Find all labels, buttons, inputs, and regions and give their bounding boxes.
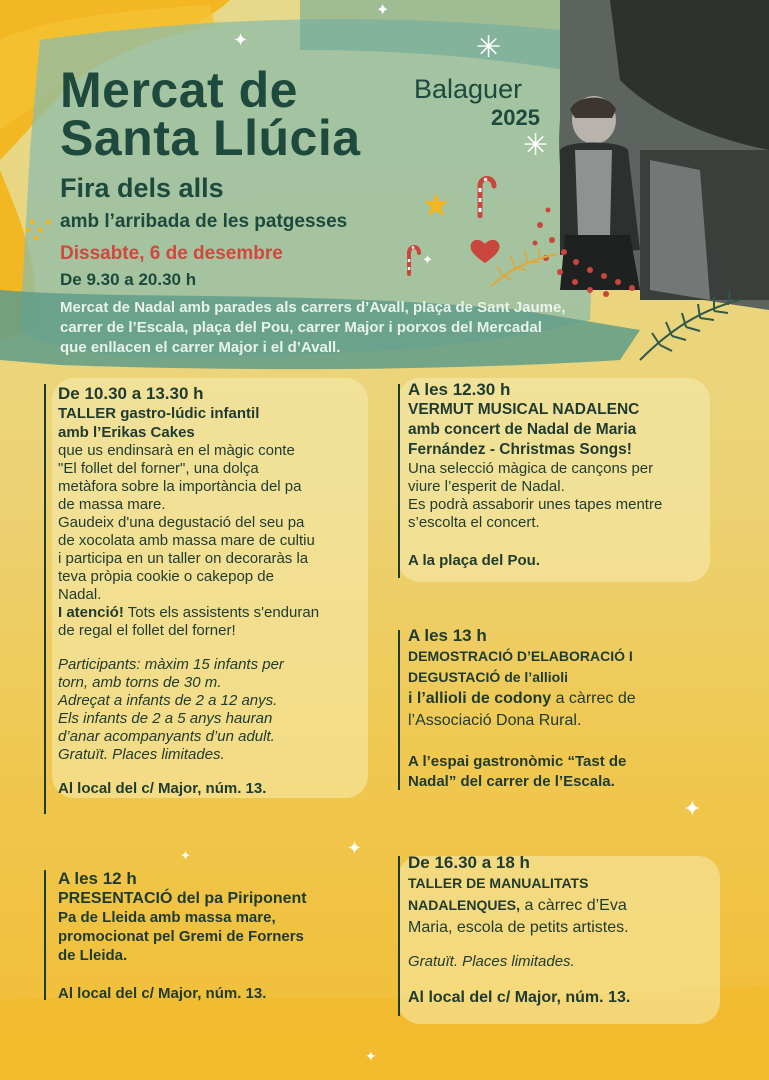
candy-cane-icon — [474, 172, 498, 218]
event-time: De 10.30 a 13.30 h — [58, 384, 204, 403]
location-line: A l’espai gastronòmic “Tast de — [408, 753, 627, 770]
description-line: que us endinsarà en el màgic conte — [58, 442, 295, 459]
description-line: Gaudeix d'una degustació del seu pa — [58, 514, 305, 531]
intro-text — [60, 298, 620, 358]
event-manualitats — [408, 853, 720, 1007]
title-line: DEMOSTRACIÓ D’ELABORACIÓ I — [408, 648, 633, 664]
note-line: d’anar acompanyants d’un adult. — [58, 728, 275, 745]
subtitle-secondary: amb l’arribada de les patgesses — [60, 211, 348, 232]
title-line: Fernández - Christmas Songs! — [408, 441, 632, 458]
sparkle-icon: ✦ — [376, 2, 390, 19]
description-line: l’Associació Dona Rural. — [408, 712, 582, 729]
event-description — [408, 894, 720, 939]
sparkle-icon: ✦ — [683, 796, 702, 821]
event-vermut — [408, 380, 718, 569]
title-line: DEGUSTACIÓ de l’allioli — [408, 669, 568, 685]
divider — [44, 384, 46, 814]
sparkle-icon: ✳ — [523, 129, 549, 162]
title-line: VERMUT MUSICAL NADALENC — [408, 401, 640, 418]
event-location: Al local del c/ Major, núm. 13. — [408, 989, 631, 1006]
description-text: a càrrec d’Eva — [520, 897, 627, 914]
pine-branch-icon — [489, 248, 559, 288]
event-title: PRESENTACIÓ del pa Piriponent — [58, 890, 307, 907]
divider — [398, 856, 400, 1016]
title-line-2: Santa Llúcia — [60, 110, 361, 166]
sparkle-icon: ✦ — [347, 838, 363, 858]
event-time: A les 12.30 h — [408, 380, 511, 399]
star-icon — [423, 192, 449, 218]
event-location: Al local del c/ Major, núm. 13. — [58, 780, 267, 797]
divider — [44, 870, 46, 1000]
sparkle-icon: ✦ — [365, 1048, 377, 1064]
event-time: A les 12 h — [58, 869, 137, 888]
intro-line: que enllacen el carrer Major i el d’Avall. — [60, 339, 341, 356]
description-line: de Lleida. — [58, 947, 128, 964]
title-line: TALLER DE MANUALITATS — [408, 875, 589, 891]
event-date: Dissabte, 6 de desembre — [60, 243, 283, 264]
event-subtitle: amb l’Erikas Cakes — [58, 424, 195, 441]
description-line: Pa de Lleida amb massa mare, — [58, 909, 276, 926]
candy-cane-icon — [404, 242, 422, 276]
description-line: i participa en un taller on decoraràs la — [58, 550, 309, 567]
description-bold: i l’allioli de codony — [408, 690, 552, 707]
description-line — [408, 894, 720, 917]
note-line: torn, amb torns de 30 m. — [58, 674, 222, 691]
event-description — [58, 442, 368, 640]
event-notes — [58, 656, 368, 764]
description-line: s’escolta el concert. — [408, 514, 540, 531]
description-bold: NADALENQUES, — [408, 897, 521, 913]
sparkle-icon: ✦ — [233, 30, 249, 50]
event-taller — [58, 384, 368, 797]
note-line: Participants: màxim 15 infants per — [58, 656, 284, 673]
description-line: viure l’esperit de Nadal. — [408, 478, 565, 495]
intro-line: Mercat de Nadal amb parades als carrers d’Avall, plaça de Sant Jaume, — [60, 299, 566, 316]
divider — [398, 630, 400, 790]
event-location: Al local del c/ Major, núm. 13. — [58, 985, 267, 1002]
title-line-1: Mercat de — [60, 62, 298, 118]
event-hours: De 9.30 a 20.30 h — [60, 270, 197, 289]
event-year: 2025 — [491, 105, 540, 130]
description-line: teva pròpia cookie o cakepop de — [58, 568, 274, 585]
attention-line-2: de regal el follet del forner! — [58, 622, 236, 639]
city-name: Balaguer — [414, 74, 523, 104]
title-line: amb concert de Nadal de Maria — [408, 421, 637, 438]
description-line: de xocolata amb massa mare de cultiu — [58, 532, 315, 549]
description-line: "El follet del forner", una dolça — [58, 460, 259, 477]
attention-line — [58, 604, 368, 622]
description-line: de massa mare. — [58, 496, 166, 513]
event-location: A la plaça del Pou. — [408, 552, 540, 569]
note-line: Els infants de 2 a 5 anys hauran — [58, 710, 273, 727]
description-line: Una selecció màgica de cançons per — [408, 460, 654, 477]
event-location — [408, 752, 728, 792]
sparkle-icon: ✦ — [422, 252, 433, 267]
subtitle: Fira dels alls — [60, 173, 224, 203]
attention-text: Tots els assistents s'enduran — [123, 604, 320, 621]
note-line: Gratuït. Places limitades. — [58, 746, 225, 763]
divider — [398, 384, 400, 578]
sparkle-icon: ✳ — [476, 31, 502, 64]
event-description — [408, 688, 728, 732]
sparkle-icon: ✦ — [180, 848, 191, 863]
event-title — [408, 646, 728, 688]
event-description — [408, 460, 718, 532]
event-time: De 16.30 a 18 h — [408, 853, 530, 872]
event-title: TALLER gastro-lúdic infantil — [58, 405, 260, 422]
event-title — [408, 400, 718, 460]
description-line — [408, 688, 728, 710]
event-note: Gratuït. Places limitades. — [408, 953, 575, 970]
attention-label: I atenció! — [58, 604, 124, 621]
page-title — [60, 62, 361, 166]
description-line: Maria, escola de petits artistes. — [408, 919, 629, 936]
event-allioli — [408, 626, 728, 792]
event-presentacio — [58, 869, 378, 1002]
location-line: Nadal” del carrer de l’Escala. — [408, 773, 615, 790]
description-line: Es podrà assaborir unes tapes mentre — [408, 496, 663, 513]
event-time: A les 13 h — [408, 626, 487, 645]
event-title — [408, 873, 720, 894]
description-line: Nadal. — [58, 586, 102, 603]
description-line: promocionat pel Gremi de Forners — [58, 928, 304, 945]
intro-line: carrer de l’Escala, plaça del Pou, carrer Major i porxos del Mercadal — [60, 319, 542, 336]
note-line: Adreçat a infants de 2 a 12 anys. — [58, 692, 278, 709]
description-text: a càrrec de — [551, 690, 636, 707]
event-description — [58, 908, 378, 965]
description-line: metàfora sobre la importància del pa — [58, 478, 302, 495]
